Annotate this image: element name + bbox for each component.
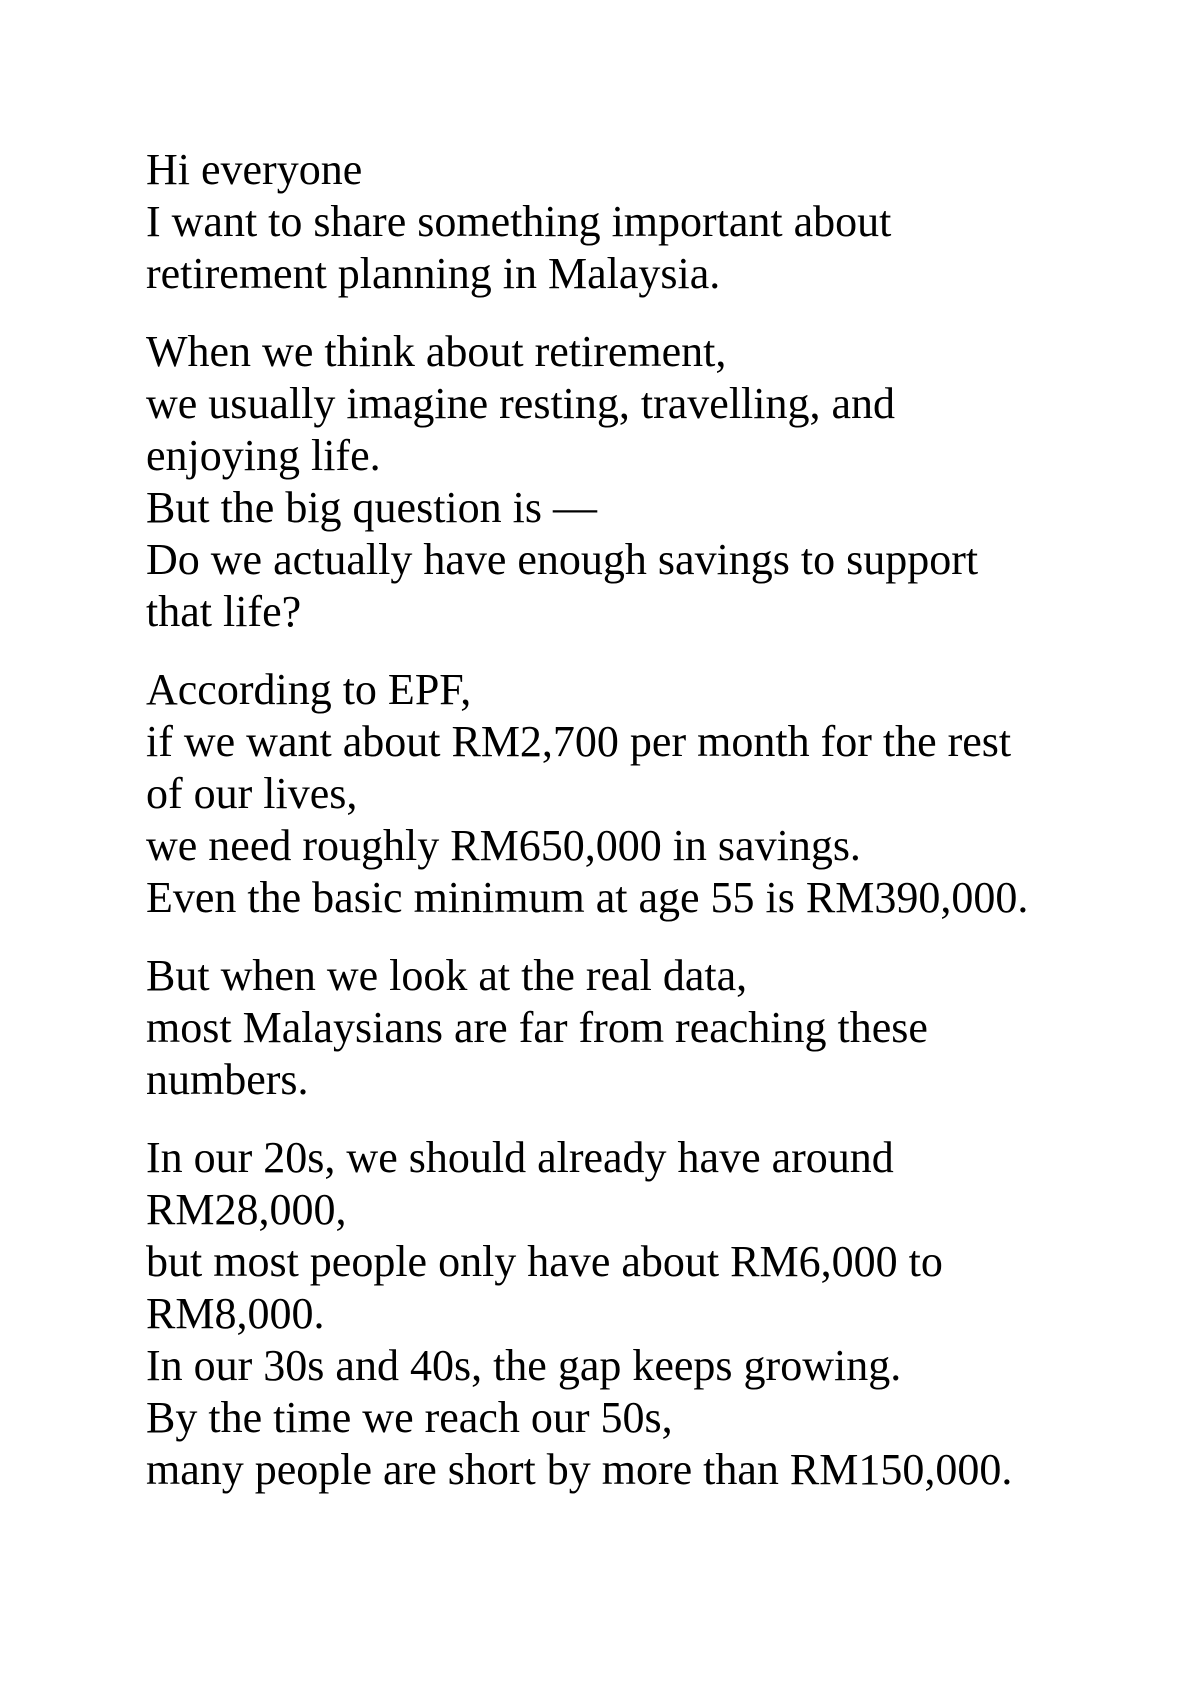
text-line: but most people only have about RM6,000 to	[146, 1237, 943, 1286]
text-line: According to EPF,	[146, 665, 472, 714]
text-line: In our 20s, we should already have around	[146, 1133, 894, 1182]
text-line: RM8,000.	[146, 1289, 325, 1338]
text-line: In our 30s and 40s, the gap keeps growing.	[146, 1341, 902, 1390]
text-line: enjoying life.	[146, 431, 381, 480]
text-line: Do we actually have enough savings to support	[146, 535, 979, 584]
paragraph-savings-gap	[146, 1132, 1086, 1496]
text-line: retirement planning in Malaysia.	[146, 249, 721, 298]
text-line: But when we look at the real data,	[146, 951, 748, 1000]
paragraph-epf-targets	[146, 664, 1086, 924]
text-line: I want to share something important about	[146, 197, 892, 246]
text-line: Hi everyone	[146, 145, 363, 194]
text-line: But the big question is —	[146, 483, 597, 532]
text-line: if we want about RM2,700 per month for the rest	[146, 717, 1012, 766]
text-line: we need roughly RM650,000 in savings.	[146, 821, 861, 870]
text-line: many people are short by more than RM150,000.	[146, 1445, 1013, 1494]
paragraph-retirement-question	[146, 326, 1086, 638]
text-line: most Malaysians are far from reaching these	[146, 1003, 928, 1052]
document-body	[146, 144, 1086, 1522]
text-line: that life?	[146, 587, 302, 636]
text-line: we usually imagine resting, travelling, and	[146, 379, 896, 428]
text-line: RM28,000,	[146, 1185, 347, 1234]
text-line: When we think about retirement,	[146, 327, 727, 376]
text-line: of our lives,	[146, 769, 358, 818]
paragraph-greeting	[146, 144, 1086, 300]
text-line: By the time we reach our 50s,	[146, 1393, 673, 1442]
paragraph-real-data	[146, 950, 1086, 1106]
text-line: Even the basic minimum at age 55 is RM390,000.	[146, 873, 1029, 922]
text-line: numbers.	[146, 1055, 309, 1104]
